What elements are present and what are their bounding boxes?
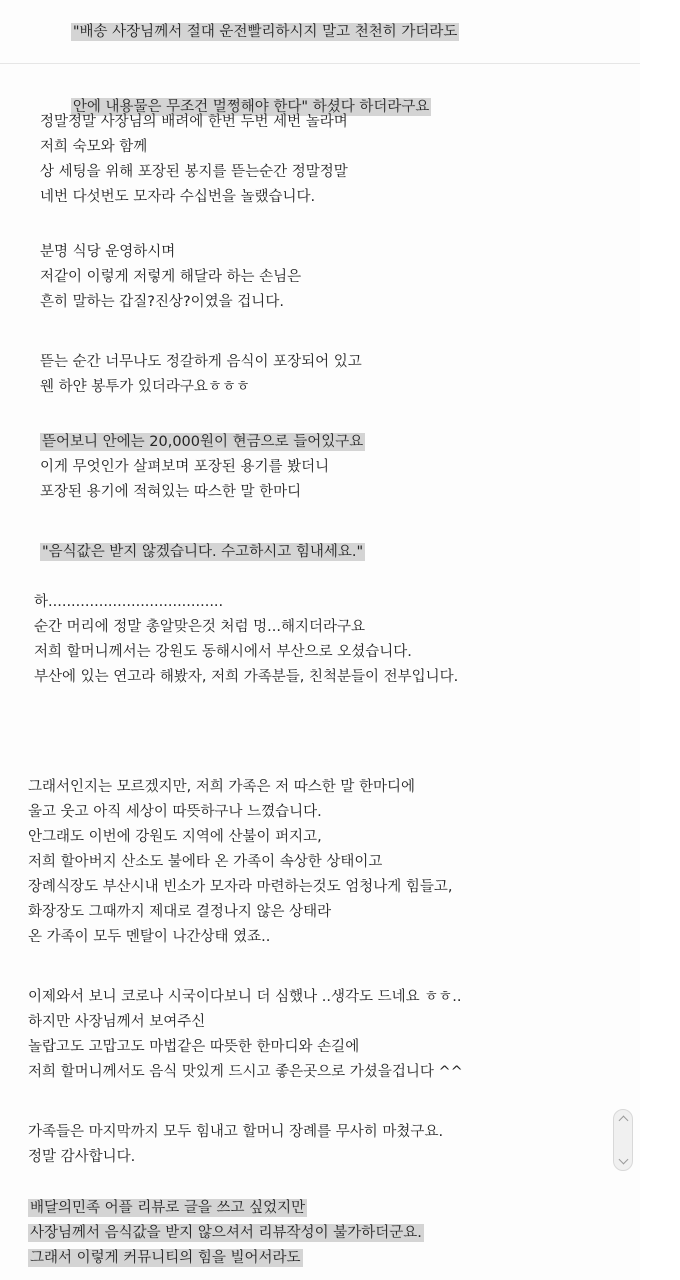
text-line — [40, 110, 680, 135]
text-line — [34, 615, 674, 640]
text-line — [40, 430, 680, 455]
text-line — [34, 665, 674, 690]
text-line — [0, 0, 640, 70]
plain-text: 뜯는 순간 너무나도 정갈하게 음식이 포장되어 있고 — [40, 354, 362, 370]
plain-text: 저희 할머니께서는 강원도 동해시에서 부산으로 오셨습니다. — [34, 644, 412, 660]
highlighted-text: 배달의민족 어플 리뷰로 글을 쓰고 싶었지만 — [30, 1200, 306, 1216]
text-line — [28, 1145, 668, 1170]
text-line — [28, 1060, 668, 1085]
paragraph — [0, 350, 680, 400]
text-line — [34, 590, 674, 615]
text-line — [28, 1010, 668, 1035]
text-line — [40, 480, 680, 505]
plain-text: 장례식장도 부산시내 빈소가 모자라 마련하는것도 엄청나게 힘들고, — [28, 879, 453, 895]
plain-text: 이게 무엇인가 살펴보며 포장된 용기를 봤더니 — [40, 459, 330, 475]
text-line — [40, 185, 680, 210]
plain-text: 순간 머리에 정말 총알맞은것 처럼 멍...해지더라구요 — [34, 619, 366, 635]
text-line — [40, 350, 680, 375]
plain-text: 저같이 이렇게 저렇게 해달라 하는 손님은 — [40, 269, 302, 285]
highlighted-text: 그래서 이렇게 커뮤니티의 힘을 빌어서라도 — [30, 1250, 301, 1266]
plain-text: 화장장도 그때까지 제대로 결정나지 않은 상태라 — [28, 904, 332, 920]
cut-off-top-block — [0, 0, 640, 115]
text-line — [40, 160, 680, 185]
scrollbar-thumb[interactable] — [613, 1109, 633, 1171]
plain-text: 웬 하얀 봉투가 있더라구요ㅎㅎㅎ — [40, 379, 250, 395]
text-line — [28, 825, 668, 850]
plain-text: 흔히 말하는 갑질?진상?이였을 겁니다. — [40, 294, 284, 310]
highlighted-text: 안에 내용물은 무조건 멀쩡해야 한다" 하셨다 하더라구요 — [72, 99, 430, 115]
paragraph — [0, 1196, 668, 1271]
paragraph — [0, 540, 680, 565]
text-line — [28, 1221, 668, 1246]
plain-text: 저희 할머니께서도 음식 맛있게 드시고 좋은곳으로 가셨을겁니다 ^^ — [28, 1064, 463, 1080]
text-line — [28, 875, 668, 900]
text-line — [40, 240, 680, 265]
paragraph — [0, 775, 668, 950]
paragraph — [0, 430, 680, 505]
text-line — [28, 985, 668, 1010]
highlighted-text: 뜯어보니 안에는 20,000원이 현금으로 들어있구요 — [42, 434, 364, 450]
chevron-up-icon[interactable] — [619, 1115, 628, 1124]
plain-text: 놀랍고도 고맙고도 마법같은 따뜻한 한마디와 손길에 — [28, 1039, 360, 1055]
text-line — [28, 800, 668, 825]
text-line — [28, 925, 668, 950]
text-line — [28, 850, 668, 875]
plain-text: 네번 다섯번도 모자라 수십번을 놀랬습니다. — [40, 189, 316, 205]
paragraph — [0, 240, 680, 315]
text-line — [28, 900, 668, 925]
plain-text: 온 가족이 모두 멘탈이 나간상태 였죠.. — [28, 929, 271, 945]
plain-text: 이제와서 보니 코로나 시국이다보니 더 심했나 ..생각도 드네요 ㅎㅎ.. — [28, 989, 462, 1005]
text-line — [34, 640, 674, 665]
text-line — [40, 290, 680, 315]
plain-text: 하...................................... — [34, 594, 224, 610]
plain-text: 부산에 있는 연고라 해봤자, 저희 가족분들, 친척분들이 전부입니다. — [34, 669, 459, 685]
text-line — [40, 375, 680, 400]
section-divider — [0, 63, 640, 64]
plain-text: 저희 할아버지 산소도 불에타 온 가족이 속상한 상태이고 — [28, 854, 383, 870]
text-line — [28, 1246, 668, 1271]
text-line — [28, 1196, 668, 1221]
highlighted-text: "배송 사장님께서 절대 운전빨리하시지 말고 천천히 가더라도 — [72, 24, 458, 40]
paragraph — [0, 110, 680, 210]
highlighted-text: "음식값은 받지 않겠습니다. 수고하시고 힘내세요." — [42, 544, 364, 560]
paragraph — [0, 590, 674, 690]
plain-text: 상 세팅을 위해 포장된 봉지를 뜯는순간 정말정말 — [40, 164, 348, 180]
plain-text: 하지만 사장님께서 보여주신 — [28, 1014, 206, 1030]
highlighted-text: 사장님께서 음식값을 받지 않으셔서 리뷰작성이 불가하더군요. — [30, 1225, 422, 1241]
plain-text: 포장된 용기에 적혀있는 따스한 말 한마디 — [40, 484, 302, 500]
paragraph — [0, 1120, 668, 1170]
plain-text: 정말 감사합니다. — [28, 1149, 136, 1165]
paragraph — [0, 985, 668, 1085]
text-line — [40, 455, 680, 480]
text-line — [28, 775, 668, 800]
plain-text: 그래서인지는 모르겠지만, 저희 가족은 저 따스한 말 한마디에 — [28, 779, 416, 795]
top-block-clip — [0, 0, 640, 115]
plain-text: 안그래도 이번에 강원도 지역에 산불이 퍼지고, — [28, 829, 322, 845]
plain-text: 저희 숙모와 함께 — [40, 139, 148, 155]
text-line — [40, 540, 680, 565]
plain-text: 가족들은 마지막까지 모두 힘내고 할머니 장례를 무사히 마쳤구요. — [28, 1124, 444, 1140]
text-line — [28, 1035, 668, 1060]
text-line — [40, 135, 680, 160]
text-line — [40, 265, 680, 290]
plain-text: 정말정말 사장님의 배려에 한번 두번 세번 놀라며 — [40, 114, 348, 130]
chevron-down-icon[interactable] — [619, 1156, 628, 1165]
text-line — [28, 1120, 668, 1145]
plain-text: 분명 식당 운영하시며 — [40, 244, 176, 260]
plain-text: 울고 웃고 아직 세상이 따뜻하구나 느꼈습니다. — [28, 804, 322, 820]
